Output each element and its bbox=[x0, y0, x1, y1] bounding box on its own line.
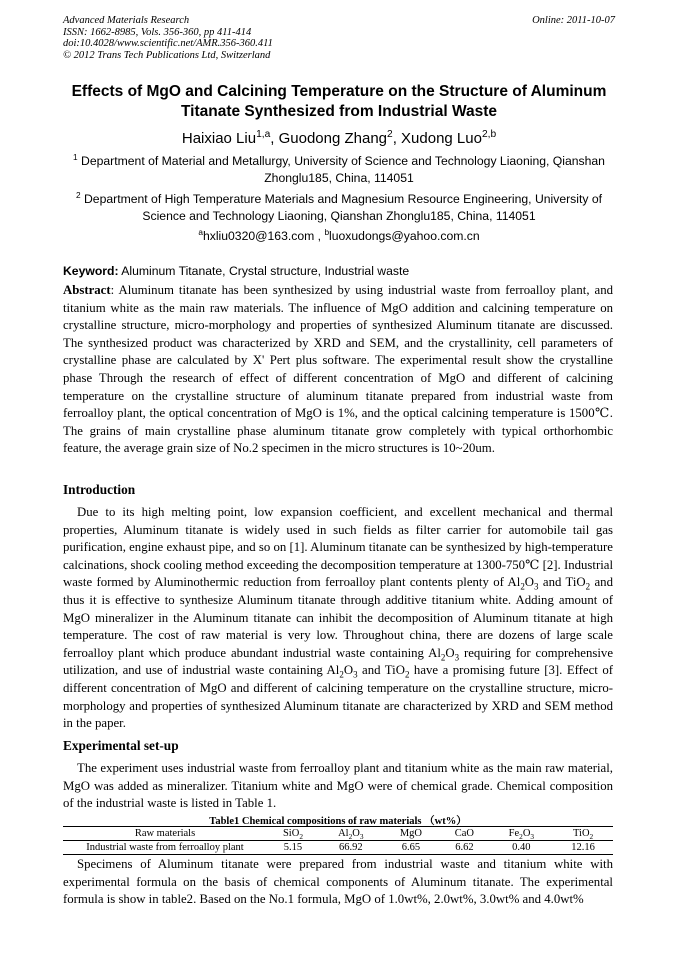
table-header-row bbox=[63, 827, 613, 841]
abstract-label: Abstract bbox=[63, 283, 111, 297]
keyword-line bbox=[63, 264, 409, 278]
copyright-line: © 2012 Trans Tech Publications Ltd, Switzerland bbox=[63, 49, 271, 61]
email-line bbox=[40, 226, 638, 243]
table-cell: 6.62 bbox=[439, 841, 489, 855]
author-affil-mark: 1,a bbox=[256, 129, 271, 140]
table-row bbox=[63, 841, 613, 855]
keyword-text: Aluminum Titanate, Crystal structure, Industrial waste bbox=[121, 264, 410, 278]
table-header-cell: $Al_2O_3$ bbox=[319, 827, 383, 841]
paper-title: Effects of MgO and Calcining Temperature on the Structure of Aluminum Titanate Synthesized from Industrial Waste bbox=[71, 83, 607, 120]
author-name: Xudong Luo bbox=[401, 130, 482, 147]
journal-name: Advanced Materials Research bbox=[63, 15, 190, 26]
issn-line: ISSN: 1662-8985, Vols. 356-360, pp 411-414 bbox=[63, 26, 252, 38]
table-caption: Table1 Chemical compositions of raw materials （wt%） bbox=[209, 816, 467, 827]
table-header-cell: CaO bbox=[439, 827, 489, 841]
keyword-label: Keyword: bbox=[63, 264, 119, 278]
author-affil-mark: 2,b bbox=[481, 129, 497, 140]
online-date: Online: 2011-10-07 bbox=[532, 15, 615, 26]
running-header bbox=[63, 15, 273, 61]
table-cell: 0.40 bbox=[490, 841, 554, 855]
table-header-cell: SiO$_2$ bbox=[267, 827, 319, 841]
abstract-text: : Aluminum titanate has been synthesized by using industrial waste from ferroalloy plant, and titanium white as the main raw materials. The influence of MgO addition and calcining temperature on crystalline structure, micro-morphology and properties of synthesized Aluminum titanate are discussed. The synthesized product was characterized by XRD and SEM, and the crystallinity, cell parameters of crystalline phase are calculated by X' Pert plus software. The experimental result show the crystalline phase Through the research of effect of different concentration of MgO and different of calcining temperature on the crystalline structure of aluminum titanate prepared from industrial waste from ferroalloy plant, the optical concentration of MgO is 1%, and the optical calcining temperature is 1500℃. The grains of main crystalline phase aluminum titanate grow completely with typical orthorhombic feature, the average grain size of No.2 specimen in the micro structures is 10~20um. bbox=[63, 283, 613, 456]
section-heading-introduction: Introduction bbox=[63, 482, 136, 497]
section-heading-experimental: Experimental set-up bbox=[63, 738, 179, 753]
abstract bbox=[63, 282, 613, 458]
author-name: Guodong Zhang bbox=[278, 130, 388, 147]
author-list: Haixiao Liu$^{1,a}$, Guodong Zhang$^2$, Xudong Luo$^{2,b}$ bbox=[181, 129, 497, 147]
affiliation-text: Department of High Temperature Materials and Magnesium Resource Engineering, University of Science and Technology Liaoning, Qianshan Zhonglu185, China, 114051 bbox=[84, 192, 602, 223]
table-cell: Industrial waste from ferroalloy plant bbox=[63, 841, 267, 855]
table-header-cell: Raw materials bbox=[63, 827, 267, 841]
table-cell: 66.92 bbox=[319, 841, 383, 855]
table-header-cell: $Fe_2O_3$ bbox=[490, 827, 554, 841]
table-cell: 12.16 bbox=[553, 841, 613, 855]
email-link-a[interactable]: hxliu0320@163.com bbox=[202, 229, 315, 243]
email-separator: , bbox=[314, 229, 325, 243]
affiliation-mark: 2 bbox=[76, 189, 81, 200]
email-link-b[interactable]: luoxudongs@yahoo.com.cn bbox=[329, 229, 480, 243]
doi-line: doi:10.4028/www.scientific.net/AMR.356-360.411 bbox=[63, 38, 273, 49]
table-cell: 6.65 bbox=[383, 841, 440, 855]
affiliation-2 bbox=[58, 191, 620, 225]
author-name: Haixiao Liu bbox=[181, 130, 257, 147]
affiliation-1 bbox=[58, 153, 620, 187]
affiliation-text: Department of Material and Metallurgy, University of Science and Technology Liaoning, Qianshan Zhonglu185, China, 114051 bbox=[81, 154, 605, 185]
author-affil-mark: 2 bbox=[387, 129, 393, 140]
experimental-paragraph-1: The experiment uses industrial waste from ferroalloy plant and titanium white as the main raw material, MgO was added as mineralizer. Titanium white and MgO were of chemical grade. Chemical composition of the industrial waste is listed in Table 1. bbox=[63, 761, 613, 811]
composition-table bbox=[63, 826, 613, 855]
introduction-paragraph: Due to its high melting point, low expansion coefficient, and excellent mechanical and thermal properties, Aluminum titanate is widely used in such fields as filter carrier for automobile tail gas purification, engine exhaust pipe, and so on [1]. Aluminum titanate can be synthesized by high-temperature calcinations, shock cooling method exceeding the decomposition temperature at 1300-750℃ [2]. Industrial waste formed by Aluminothermic reduction from ferroalloy plant contents plenty of $Al_2O_3$ and TiO$_2$ and thus it is effective to synthesize Aluminum titanate through additive titanium white. Adding amount of MgO mineralizer in the Aluminum titanate can inhibit the decomposition of Aluminum titanate at high temperature. The cost of raw material is very low. Throughout china, there are dozens of large scale ferroalloy plant which produce abundant industrial waste containing $Al_2O_3$ requiring for comprehensive utilization, and use of industrial waste containing $Al_2O_3$ and TiO$_2$ have a promising future [3]. Effect of different concentration of MgO and different of calcining temperature on the crystalline structure, micro-morphology and properties of synthesized Aluminum titanate are characterized by XRD and SEM method in the paper. bbox=[63, 505, 613, 731]
email-mark: b bbox=[324, 226, 330, 237]
experimental-paragraph-2: Specimens of Aluminum titanate were prepared from industrial waste and titanium white with experimental formula on the basis of chemical components of Aluminum titanate. The experimental formula is show in table2. Based on the No.1 formula, MgO of 1.0wt%, 2.0wt%, 3.0wt% and 4.0wt% bbox=[63, 857, 613, 907]
table-header-cell: TiO$_2$ bbox=[553, 827, 613, 841]
table-cell: 5.15 bbox=[267, 841, 319, 855]
email-mark: a bbox=[198, 226, 203, 237]
table-header-cell: MgO bbox=[383, 827, 440, 841]
affiliation-mark: 1 bbox=[73, 151, 78, 162]
